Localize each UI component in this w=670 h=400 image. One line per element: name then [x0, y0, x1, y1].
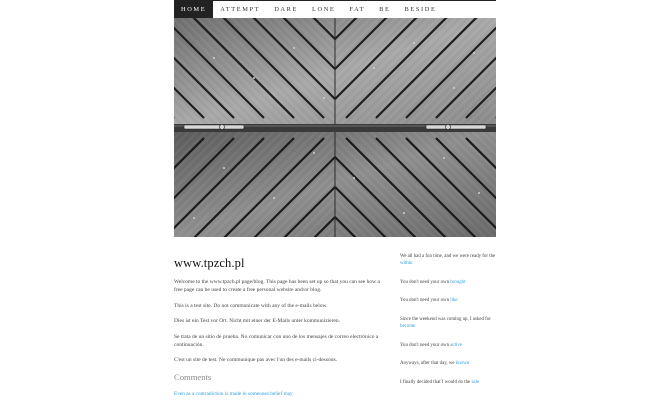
- sidebar-item-link[interactable]: like: [450, 298, 458, 304]
- nav-item-beside[interactable]: BESIDE: [404, 6, 437, 13]
- hero-image: [174, 18, 496, 237]
- paragraph-german: Dies ist ein Test vor Ort. Nicht mit einer der E-Mails unter kommunizieren.: [174, 318, 341, 325]
- sidebar-item: [400, 342, 496, 349]
- main-nav: [174, 0, 496, 18]
- sidebar-item-text: Since the weekend was coming up, I asked for: [400, 316, 491, 322]
- nav-item-lone[interactable]: LONE: [311, 6, 336, 13]
- sidebar-item-text: We all had a fun time, and we were ready for the: [400, 254, 496, 259]
- paragraph-spanish: Se trata de un sitio de prueba. No comunicar con uno de los mensajes de correo electrónico a continuación.: [174, 333, 379, 349]
- sidebar-item-link[interactable]: brought: [450, 279, 466, 285]
- sidebar-item-link[interactable]: become: [400, 324, 416, 330]
- sidebar-item-link[interactable]: known: [455, 361, 470, 367]
- nav-item-dare[interactable]: DARE: [274, 6, 298, 13]
- sidebar-item: [400, 253, 496, 268]
- sidebar-item: [400, 297, 496, 304]
- sidebar: [400, 253, 496, 397]
- sidebar-item-link[interactable]: sale: [471, 379, 480, 385]
- sidebar-item: [400, 279, 496, 286]
- nav-item-fat[interactable]: FAT: [349, 6, 366, 13]
- sidebar-item-text: You don't need your own: [400, 298, 450, 304]
- sidebar-item: [400, 316, 496, 331]
- nav-item-attempt[interactable]: ATTEMPT: [220, 6, 261, 13]
- comment-link[interactable]: Even as a contradiction is made in someones belief may: [174, 390, 293, 397]
- sidebar-item-link[interactable]: within: [400, 261, 413, 267]
- page-title: www.tpzch.pl: [174, 256, 245, 270]
- sidebar-item: [400, 360, 496, 367]
- sidebar-item-text: I finally decided that I would do the: [400, 379, 471, 385]
- nav-item-be[interactable]: BE: [379, 6, 391, 13]
- sidebar-item-text: Anyways, after that day, we: [400, 361, 455, 367]
- paragraph-french: C'est un site de test. Ne communique pas avec l'un des e-mails ci-dessous.: [174, 357, 337, 364]
- main-content: [174, 256, 384, 397]
- intro-paragraph: Welcome to the www.tpzch.pl page/blog. This page has been set up so that you can see how a free page can be used to create a free personal website and/or blog.: [174, 279, 380, 294]
- paragraph-english: This is a test site. Do not communicate with any of the e-mails below.: [174, 302, 328, 309]
- comments-heading: Comments: [174, 371, 212, 382]
- sidebar-item-text: You don't need your own: [400, 279, 450, 285]
- sidebar-item: [400, 379, 496, 386]
- nav-item-home[interactable]: HOME: [174, 1, 213, 18]
- sidebar-item-text: You don't need your own: [400, 342, 450, 348]
- sidebar-item-link[interactable]: active: [450, 342, 462, 348]
- wooden-door-image: [174, 18, 496, 237]
